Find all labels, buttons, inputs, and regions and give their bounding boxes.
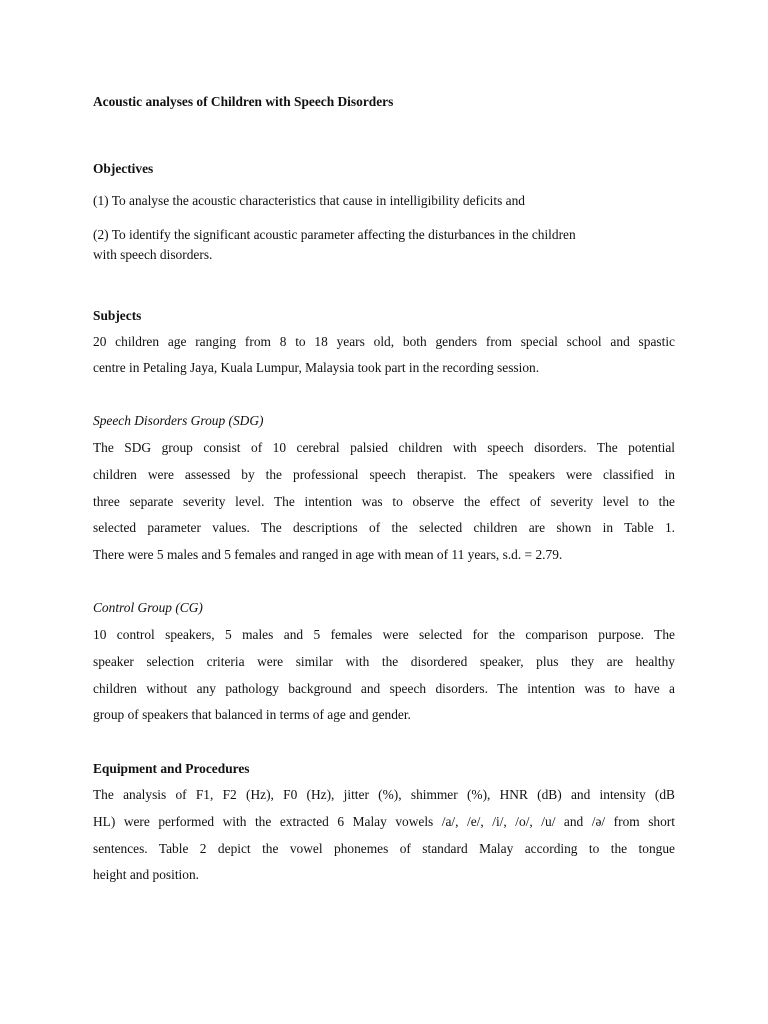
- sdg-heading: Speech Disorders Group (SDG): [93, 413, 264, 428]
- objective-item-2-line-1: (2) To identify the significant acoustic parameter affecting the disturbances in the children: [93, 227, 576, 242]
- equipment-text-line: height and position.: [93, 867, 200, 882]
- subjects-text-line: centre in Petaling Jaya, Kuala Lumpur, Malaysia took part in the recording session.: [93, 360, 540, 375]
- sdg-text-line: three separate severity level. The intention was to observe the effect of severity level to the: [93, 494, 675, 509]
- cg-text-line: 10 control speakers, 5 males and 5 females were selected for the comparison purpose. The: [93, 627, 675, 642]
- equipment-text-line: The analysis of F1, F2 (Hz), F0 (Hz), jitter (%), shimmer (%), HNR (dB) and intensity (dB: [93, 787, 675, 802]
- cg-heading: Control Group (CG): [93, 600, 203, 615]
- equipment-text-line: HL) were performed with the extracted 6 Malay vowels /a/, /e/, /i/, /o/, /u/ and /ə/ from short: [93, 814, 675, 829]
- document-title: Acoustic analyses of Children with Speech Disorders: [93, 94, 394, 109]
- cg-text-line: speaker selection criteria were similar with the disordered speaker, plus they are healthy: [93, 654, 675, 669]
- equipment-text-line: sentences. Table 2 depict the vowel phonemes of standard Malay according to the tongue: [93, 841, 675, 856]
- subjects-heading: Subjects: [93, 308, 142, 323]
- sdg-text-line: There were 5 males and 5 females and ranged in age with mean of 11 years, s.d. = 2.79.: [93, 547, 563, 562]
- objective-item-2-line-2: with speech disorders.: [93, 247, 213, 262]
- cg-text-line: group of speakers that balanced in terms of age and gender.: [93, 707, 411, 722]
- sdg-text-line: selected parameter values. The descriptions of the selected children are shown in Table 1.: [93, 520, 675, 535]
- equipment-heading: Equipment and Procedures: [93, 761, 250, 776]
- cg-text-line: children without any pathology background and speech disorders. The intention was to have a: [93, 681, 675, 696]
- objectives-heading: Objectives: [93, 161, 154, 176]
- subjects-text-line: 20 children age ranging from 8 to 18 years old, both genders from special school and spastic: [93, 334, 675, 349]
- objective-item-1: (1) To analyse the acoustic characteristics that cause in intelligibility deficits and: [93, 193, 526, 208]
- sdg-text-line: children were assessed by the professional speech therapist. The speakers were classified in: [93, 467, 675, 482]
- sdg-text-line: The SDG group consist of 10 cerebral palsied children with speech disorders. The potential: [93, 440, 675, 455]
